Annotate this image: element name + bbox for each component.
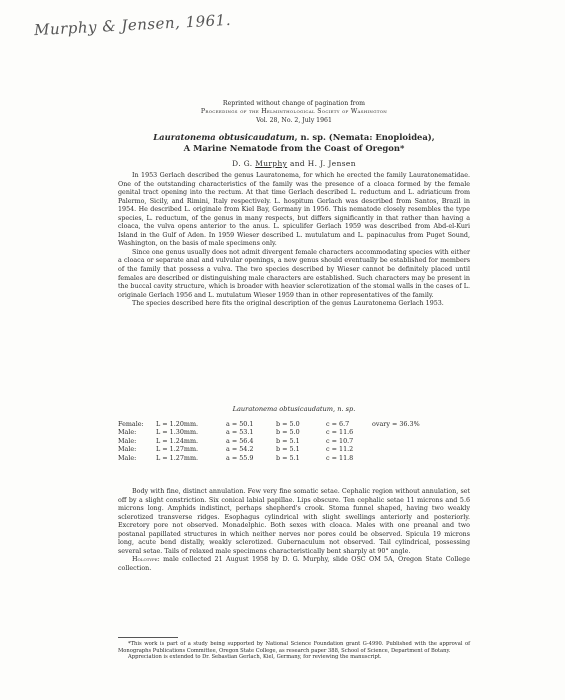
measurement-c: c = 6.7 [326,420,350,428]
description-section [118,488,470,573]
measurement-L: L = 1.20mm. [156,420,199,428]
holotype-label: Holotype: [132,556,160,564]
footnotes [118,641,470,661]
measurement-a: a = 50.1 [226,420,254,428]
measurement-c: c = 11.8 [326,453,354,462]
measurement-a: a = 54.2 [226,445,254,454]
measurement-b: b = 5.1 [276,445,300,454]
measurement-L: L = 1.27mm. [156,445,199,454]
measurement-row [118,428,470,436]
measurement-extra: ovary = 36.3% [372,420,420,428]
reprint-volume: Vol. 28, No. 2, July 1961 [256,116,332,124]
paragraph-2: Since one genus usually does not admit divergent female characters accommodating species with either a cloaca or separate anal and vulvular openings, a new genus should eventually be established for members of the family that possess a vulva. The two species described by Wieser cannot be definitely placed until females are described or distinguishing male characters are established. Such characters may be present in the buccal cavity structure, which is broader with heavier sclerotization of the stomal walls in the cases of L. originale Gerlach 1956 and L. mutulatum Wieser 1959 than in other representatives of the family. [118,248,470,299]
measurement-extra [372,454,432,462]
species-heading: Lauratonema obtusicaudatum, n. sp. [232,405,356,413]
footnote-2: Appreciation is extended to Dr. Sebastian Gerlach, Kiel, Germany, for reviewing the manuscript. [128,654,382,661]
measurement-extra [372,445,432,453]
measurement-row [118,445,470,453]
author-and: and [289,159,306,168]
measurement-L: L = 1.24mm. [156,436,199,445]
measurement-b: b = 5.0 [276,428,300,437]
introduction [118,172,470,309]
measurement-c: c = 11.2 [326,445,354,454]
measurement-row [118,437,470,445]
article-title [118,132,470,153]
author-initials-1: D. G. [232,159,253,168]
title-line-2: A Marine Nematode from the Coast of Oregon* [183,142,405,153]
measurement-a: a = 55.9 [226,453,254,462]
title-species: Lauratonema obtusicaudatum [153,132,295,142]
measurements-table [118,420,470,462]
measurement-a: a = 53.1 [226,428,254,437]
description-paragraph: Body with fine, distinct annulation. Few very fine somatic setae. Cephalic region without annulation, set off by a slight constriction. Six conical labial papillae. Lips obscure. Ten cephalic setae 11 microns and 5.6 microns long. Amphids indistinct, perhaps shepherd's crook. Stoma funnel shaped, having two weakly sclerotized transverse ridges. Esophagus cylindrical with slight swellings anteriorly and posteriorly. Excretory pore not observed. Monadelphic. Both sexes with cloaca. Males with one preanal and two postanal papillated structures in which neither nerves nor pores could be observed. Spicula 19 microns long, acute bend distally, weakly sclerotized. Gubernaculum not observed. Tail cylindrical, possessing several setae. Tails of relaxed male specimens characteristically bent sharply at 90° angle. [118,488,470,555]
title-rest: , n. sp. (Nemata: Enoploidea), [294,132,435,142]
measurement-row [118,454,470,462]
measurement-b: b = 5.1 [276,453,300,462]
author-line [118,159,470,168]
measurement-sex: Male: [118,428,137,437]
reprint-line-1: Reprinted without change of pagination from [222,100,366,107]
measurement-a: a = 56.4 [226,436,254,445]
paragraph-1: In 1953 Gerlach described the genus Lauratonema, for which he erected the family Lauratonematidae. One of the outstanding characteristics of the family was the presence of a cloaca formed by the female genital tract opening into the rectum. At that time Gerlach described L. reductum and L. adriaticum from Palermo, Sicily, and Rimini, Italy respectively. L. hospitum Gerlach was described from Santos, Brazil in 1954. He described L. originale from Kiel Bay, Germany in 1956. This nematode closely resembles the type species, L. reductum, of the genus in many respects, but differs significantly in that rather than having a cloaca, the vulva opens anterior to the anus. L. spiculifer Gerlach 1959 was described from Abd-el-Kuri Island in the Gulf of Aden. In 1959 Wieser described L. mutulatum and L. papinaculus from Puget Sound, Washington, on the basis of male specimens only. [118,172,470,248]
measurement-extra [372,437,432,445]
paragraph-3: The species described here fits the original description of the genus Lauratonema Gerlach 1953. [132,300,444,308]
measurement-extra [372,428,432,436]
measurement-c: c = 11.6 [326,428,354,437]
footnote-1: *This work is part of a study being supported by National Science Foundation grant G-4990. Published with the approval of Monographs Publications Committee, Oregon State College, as research paper 388, School of Science, Department of Botany. [118,641,470,654]
author-surname-1: Murphy [255,159,288,168]
measurement-sex: Male: [118,453,137,462]
measurement-L: L = 1.30mm. [156,428,199,437]
handwritten-note: Murphy & Jensen, 1961. [33,10,232,40]
holotype-text: male collected 21 August 1958 by D. G. Murphy, slide OSC OM 5A, Oregon State College collection. [118,556,470,572]
measurement-sex: Male: [118,436,137,445]
holotype-paragraph [118,556,470,573]
author-2: H. J. Jensen [307,159,356,168]
measurement-b: b = 5.1 [276,436,300,445]
reprint-journal: Proceedings of the Helminthological Society of Washington [200,108,388,116]
measurement-L: L = 1.27mm. [156,453,199,462]
measurement-sex: Male: [118,445,137,454]
footnote-divider [118,637,178,638]
measurement-b: b = 5.0 [276,420,300,428]
measurement-c: c = 10.7 [326,436,354,445]
measurement-row [118,420,470,428]
measurement-sex: Female: [118,420,144,428]
reprint-notice [118,100,470,125]
